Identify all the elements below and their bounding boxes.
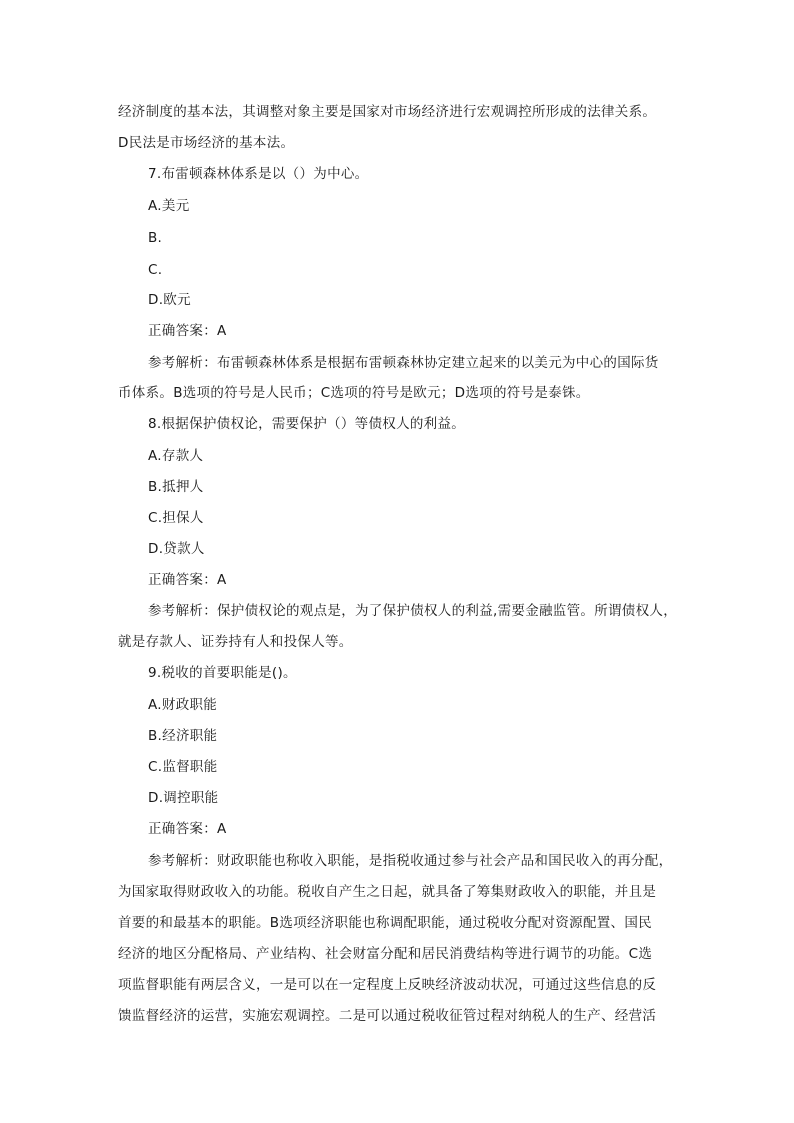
- explanation-continued: 经济的地区分配格局、产业结构、社会财富分配和居民消费结构等进行调节的功能。C选: [118, 946, 653, 962]
- explanation: 参考解析：布雷顿森林体系是根据布雷顿森林协定建立起来的以美元为中心的国际货: [148, 355, 659, 371]
- text-line: D民法是市场经济的基本法。: [118, 135, 295, 151]
- option-c: C.监督职能: [148, 759, 218, 775]
- question-8: 8.根据保护债权论，需要保护（）等债权人的利益。: [148, 416, 466, 432]
- question-9: 9.税收的首要职能是()。: [148, 665, 297, 681]
- explanation-continued: 就是存款人、证券持有人和投保人等。: [118, 634, 353, 650]
- option-d: D.欧元: [148, 292, 191, 308]
- explanation-continued: 币体系。B选项的符号是人民币；C选项的符号是欧元；D选项的符号是泰铢。: [118, 385, 590, 401]
- question-7: 7.布雷顿森林体系是以（）为中心。: [148, 166, 369, 182]
- correct-answer: 正确答案：A: [148, 572, 227, 588]
- option-c: C.: [148, 262, 163, 278]
- option-c: C.担保人: [148, 510, 204, 526]
- option-a: A.美元: [148, 198, 190, 214]
- explanation-continued: 项监督职能有两层含义，一是可以在一定程度上反映经济波动状况，可通过这些信息的反: [118, 977, 657, 993]
- correct-answer: 正确答案：A: [148, 323, 227, 339]
- correct-answer: 正确答案：A: [148, 821, 227, 837]
- option-d: D.贷款人: [148, 541, 205, 557]
- option-b: B.经济职能: [148, 728, 218, 744]
- explanation-continued: 首要的和最基本的职能。B选项经济职能也称调配职能，通过税收分配对资源配置、国民: [118, 915, 652, 931]
- option-a: A.存款人: [148, 448, 204, 464]
- explanation-continued: 馈监督经济的运营，实施宏观调控。二是可以通过税收征管过程对纳税人的生产、经营活: [118, 1008, 657, 1024]
- explanation: 参考解析：保护债权论的观点是，为了保护债权人的利益,需要金融监管。所谓债权人，: [148, 603, 677, 619]
- option-a: A.财政职能: [148, 697, 218, 713]
- explanation-continued: 为国家取得财政收入的功能。税收自产生之日起，就具备了筹集财政收入的职能，并且是: [118, 884, 657, 900]
- option-d: D.调控职能: [148, 790, 219, 806]
- explanation: 参考解析：财政职能也称收入职能，是指税收通过参与社会产品和国民收入的再分配，: [148, 853, 673, 869]
- text-line: 经济制度的基本法，其调整对象主要是国家对市场经济进行宏观调控所形成的法律关系。: [118, 104, 657, 120]
- option-b: B.: [148, 230, 163, 246]
- option-b: B.抵押人: [148, 479, 204, 495]
